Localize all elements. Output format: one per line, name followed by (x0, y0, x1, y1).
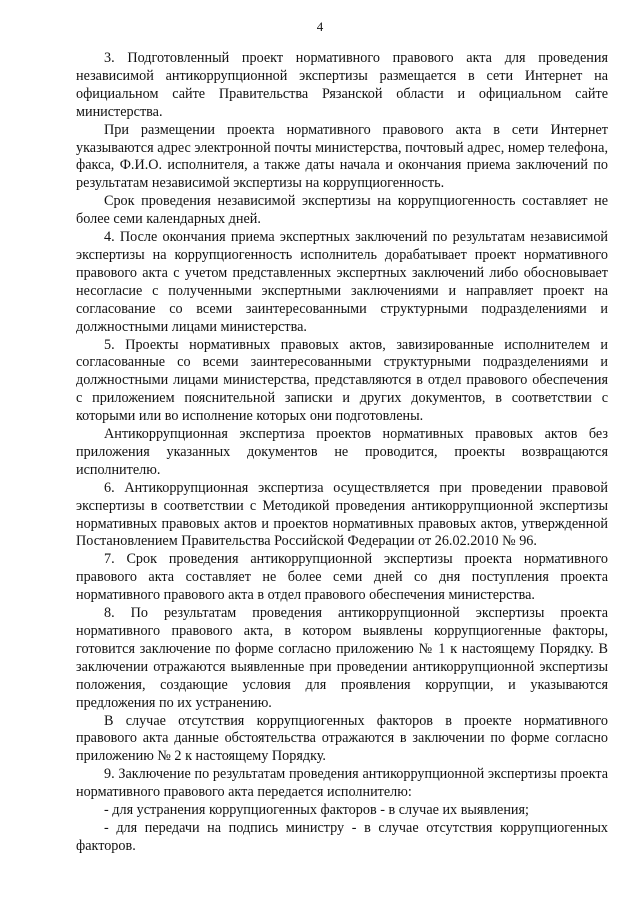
paragraph-5: 5. Проекты нормативных правовых актов, завизированные исполнителем и согласованные со всеми заинтересованными структурными подразделениями и должностными лицами министерства, представляются в отдел правового обеспечения с приложением пояснительной записки и других документов, в соответствии с которыми или во исполнение которых они подготовлены. (76, 336, 608, 425)
list-item-elimination: - для устранения коррупциогенных факторов - в случае их выявления; (104, 802, 529, 819)
document-body (76, 50, 608, 856)
page-number: 4 (316, 19, 324, 34)
paragraph-independent-term: Срок проведения независимой экспертизы на коррупциогенность составляет не более семи календарных дней. (76, 193, 608, 228)
paragraph-4: 4. После окончания приема экспертных заключений по результатам независимой экспертизы на коррупциогенность исполнитель дорабатывает проект нормативного правового акта с учетом представленных экспертных заключений либо обосновывает несогласие с полученными экспертными заключениями и направляет проект на согласование со всеми заинтересованными структурными подразделениями и должностными лицами министерства. (76, 229, 608, 335)
paragraph-internet-posting: При размещении проекта нормативного правового акта в сети Интернет указываются адрес электронной почты министерства, почтовый адрес, номер телефона, факса, Ф.И.О. исполнителя, а также даты начала и окончания приема заключений по результатам независимой экспертизы на коррупциогенность. (76, 121, 608, 192)
paragraph-no-documents: Антикоррупционная экспертиза проектов нормативных правовых актов без приложения указанных документов не проводится, проекты возвращаются исполнителю. (76, 426, 608, 478)
paragraph-8: 8. По результатам проведения антикоррупционной экспертизы проекта нормативного правового акта, в котором выявлены коррупциогенные факторы, готовится заключение по форме согласно приложению № 1 к настоящему Порядку. В заключении отражаются выявленные при проведении антикоррупционной экспертизы положения, создающие условия для проявления коррупции, и указываются предложения по их устранению. (76, 605, 608, 711)
list-item-signature: - для передачи на подпись министру - в случае отсутствия коррупциогенных факторов. (76, 819, 608, 854)
paragraph-7: 7. Срок проведения антикоррупционной экспертизы проекта нормативного правового акта составляет не более семи дней со дня поступления проекта нормативного правового акта в отдел правового обеспечения министерства. (76, 551, 608, 604)
paragraph-no-factors: В случае отсутствия коррупциогенных факторов в проекте нормативного правового акта данные обстоятельства отражаются в заключении по форме согласно приложению № 2 к настоящему Порядку. (76, 712, 608, 765)
paragraph-6: 6. Антикоррупционная экспертиза осуществляется при проведении правовой экспертизы в соответствии с Методикой проведения антикоррупционной экспертизы нормативных правовых актов и проектов нормативных правовых актов, утвержденной Постановлением Правительства Российской Федерации от 26.02.2010 № 96. (76, 479, 608, 550)
paragraph-9: 9. Заключение по результатам проведения антикоррупционной экспертизы проекта нормативного правового акта передается исполнителю: (76, 766, 608, 801)
paragraph-3: 3. Подготовленный проект нормативного правового акта для проведения независимой антикоррупционной экспертизы размещается в сети Интернет на официальном сайте Правительства Рязанской области и официальном сайте министерства. (76, 50, 608, 120)
